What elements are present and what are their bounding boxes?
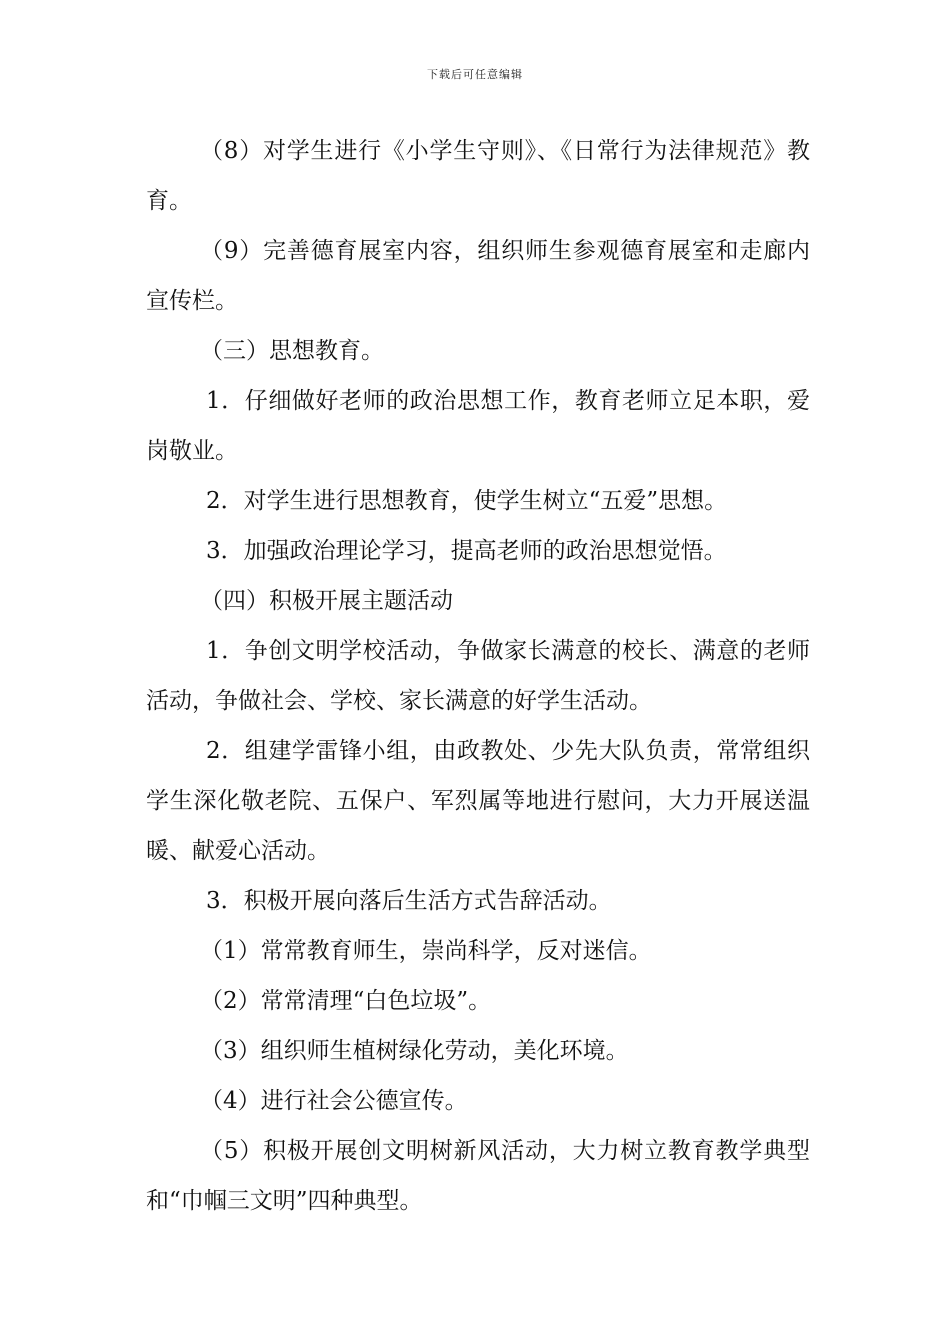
paragraph-4-3: 3．积极开展向落后生活方式告辞活动。 (206, 888, 612, 914)
paragraph-3-1: 1．仔细做好老师的政治思想工作，教育老师立足本职，爱岗敬业。 (146, 388, 810, 464)
document-body (146, 126, 810, 1226)
paragraph-3-3: 3．加强政治理论学习，提高老师的政治思想觉悟。 (206, 538, 727, 564)
paragraph-4-1: 1．争创文明学校活动，争做家长满意的校长、满意的老师活动，争做社会、学校、家长满意的好学生活动。 (146, 638, 810, 714)
sub-item-4: （4）进行社会公德宣传。 (200, 1088, 468, 1114)
sub-item-3: （3）组织师生植树绿化劳动，美化环境。 (200, 1038, 629, 1064)
sub-item-1: （1）常常教育师生，崇尚科学，反对迷信。 (200, 938, 652, 964)
page-header-note: 下载后可任意编辑 (427, 68, 523, 81)
section-heading-3: （三）思想教育。 (200, 338, 384, 364)
sub-item-5: （5）积极开展创文明树新风活动，大力树立教育教学典型和“巾帼三文明”四种典型。 (146, 1138, 810, 1214)
paragraph-3-2: 2．对学生进行思想教育，使学生树立“五爱”思想。 (206, 488, 728, 514)
sub-item-2: （2）常常清理“白色垃圾”。 (200, 988, 492, 1014)
paragraph-item-9: （9）完善德育展室内容，组织师生参观德育展室和走廊内宣传栏。 (146, 238, 810, 314)
section-heading-4: （四）积极开展主题活动 (200, 588, 453, 614)
paragraph-item-8: （8）对学生进行《小学生守则》、《日常行为法律规范》教育。 (146, 138, 810, 214)
paragraph-4-2: 2．组建学雷锋小组，由政教处、少先大队负责，常常组织学生深化敬老院、五保户、军烈属等地进行慰问，大力开展送温暖、献爱心活动。 (146, 738, 810, 864)
